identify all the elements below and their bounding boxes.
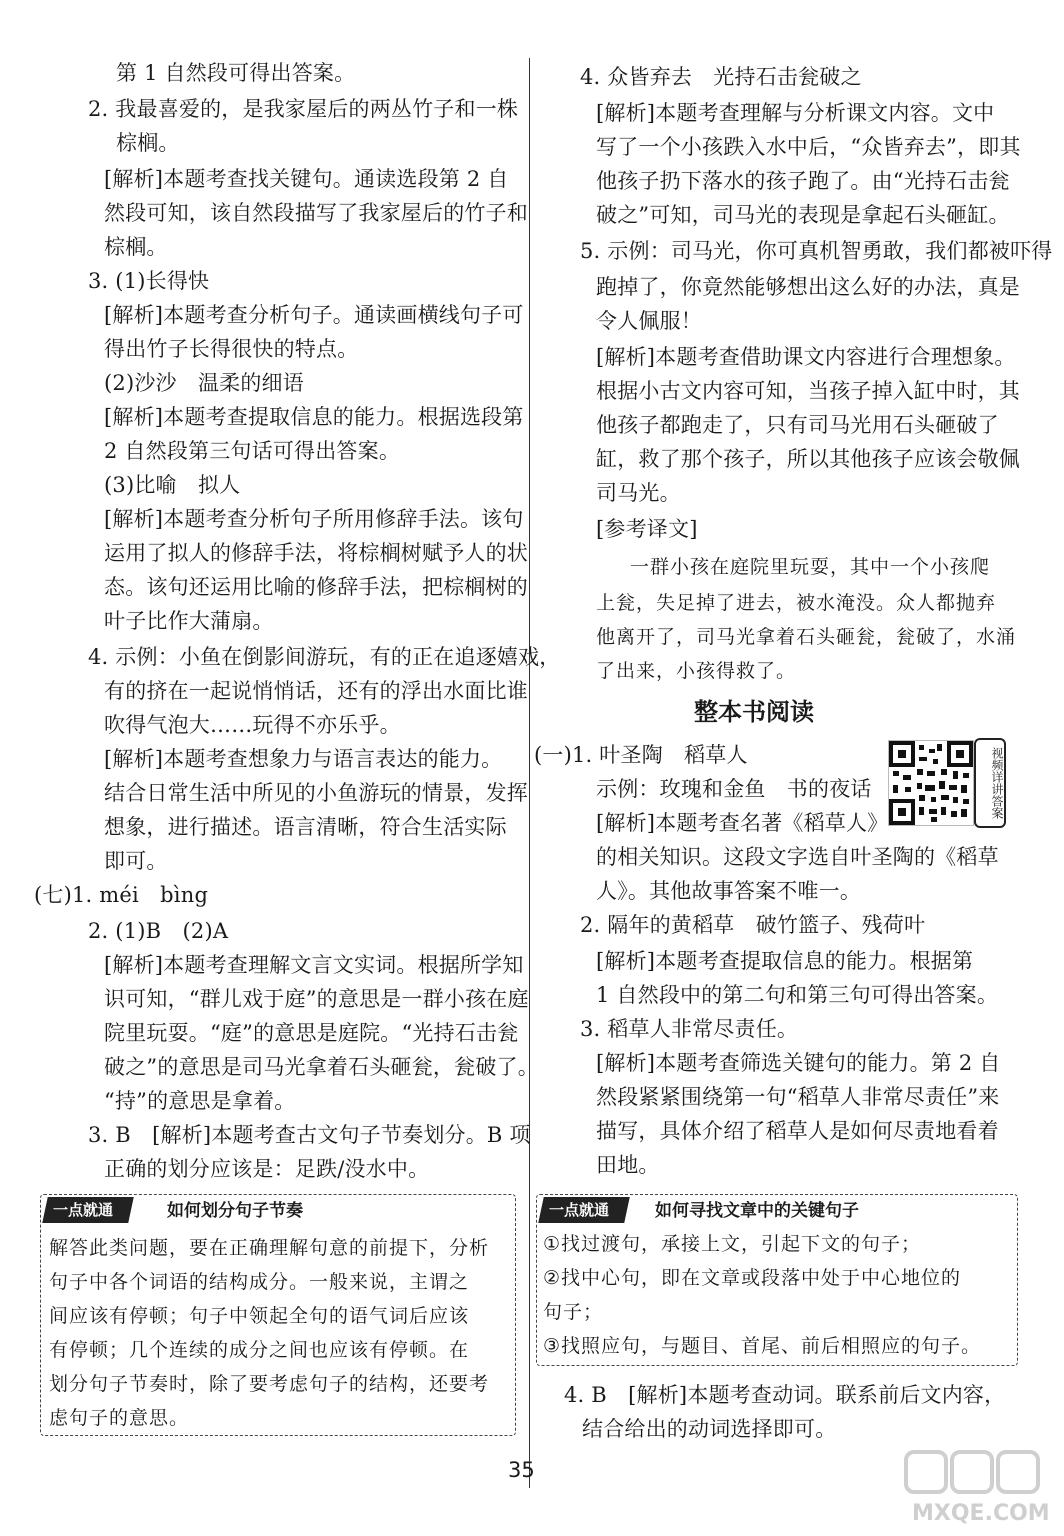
text-line: [参考译文] <box>596 517 698 541</box>
text-line: 即可。 <box>104 849 168 873</box>
text-line: [解析]本题考查分析句子所用修辞手法。该句 <box>104 507 524 531</box>
text-line: 缸，救了那个孩子，所以其他孩子应该会敬佩 <box>596 447 1020 471</box>
tip-line: 划分句子节奏时，除了要考虑句子的结构，还要考 <box>49 1373 490 1395</box>
text-line: 3. B [解析]本题考查古文句子节奏划分。B 项 <box>88 1123 531 1147</box>
text-line: [解析]本题考查理解与分析课文内容。文中 <box>596 101 995 125</box>
tip-title: 如何寻找文章中的关键句子 <box>655 1201 859 1221</box>
tip-line: 解答此类问题，要在正确理解句意的前提下，分析 <box>49 1237 490 1259</box>
text-line: 写了一个小孩跌入水中后，“众皆弃去”，即其 <box>596 135 1021 159</box>
text-line: [解析]本题考查分析句子。通读画横线句子可 <box>104 303 524 327</box>
qr-code-icon <box>888 740 974 826</box>
text-line: 然段紧紧围绕第一句“稻草人非常尽责任”来 <box>596 1085 1000 1109</box>
tip-line: 有停顿；几个连续的成分之间也应该有停顿。在 <box>49 1339 470 1361</box>
translation-line: 他离开了，司马光拿着石头砸瓮，瓮破了，水涌 <box>596 626 1017 648</box>
text-line: 2. 隔年的黄稻草 破竹篮子、残荷叶 <box>580 913 926 937</box>
text-line: 2 自然段第三句话可得出答案。 <box>104 439 401 463</box>
text-line: 破之”可知，司马光的表现是拿起石头砸缸。 <box>596 203 1010 227</box>
text-line: [解析]本题考查找关键句。通读选段第 2 自 <box>104 167 509 191</box>
translation-line: 一群小孩在庭院里玩耍，其中一个小孩爬 <box>630 556 991 578</box>
text-line: [解析]本题考查想象力与语言表达的能力。 <box>104 747 503 771</box>
column-divider <box>529 58 530 1488</box>
tip-box <box>536 1194 1018 1366</box>
text-line: 田地。 <box>596 1153 660 1177</box>
text-line: 结合日常生活中所见的小鱼游玩的情景，发挥 <box>104 781 528 805</box>
text-line: 想象，进行描述。语言清晰，符合生活实际 <box>104 815 507 839</box>
text-line: 3. (1)长得快 <box>88 269 210 293</box>
text-line: [解析]本题考查提取信息的能力。根据第 <box>596 949 974 973</box>
text-line: (七)1. méi bìng <box>34 883 209 907</box>
text-line: 1 自然段中的第二句和第三句可得出答案。 <box>596 983 999 1007</box>
svg-text:MXQE.COM: MXQE.COM <box>912 1501 1050 1526</box>
tip-line: 间应该有停顿；句子中领起全句的语气词后应该 <box>49 1305 470 1327</box>
text-line: 第 1 自然段可得出答案。 <box>116 61 356 85</box>
text-line: [解析]本题考查筛选关键句的能力。第 2 自 <box>596 1051 1001 1075</box>
tip-line: ③找照应句，与题目、首尾、前后相照应的句子。 <box>543 1335 982 1357</box>
text-line: 5. 示例：司马光，你可真机智勇敢，我们都被吓得 <box>580 239 1053 263</box>
text-line: 人》。其他故事答案不唯一。 <box>596 879 862 903</box>
tip-line: 句子中各个词语的结构成分。一般来说，主谓之 <box>49 1271 470 1293</box>
text-line: 根据小古文内容可知，当孩子掉入缸中时，其 <box>596 379 1020 403</box>
text-line: [解析]本题考查提取信息的能力。根据选段第 <box>104 405 524 429</box>
tip-badge: 一点就通 <box>42 1197 134 1223</box>
text-line: 棕榈。 <box>116 131 180 155</box>
text-line: 吹得气泡大……玩得不亦乐乎。 <box>104 713 401 737</box>
text-line: 示例：玫瑰和金鱼 书的夜话 <box>596 777 872 801</box>
text-line: 4. 众皆弃去 光持石击瓮破之 <box>580 65 862 89</box>
tip-line: 虑句子的意思。 <box>49 1407 190 1429</box>
text-line: (3)比喻 拟人 <box>104 473 241 497</box>
text-line: “持”的意思是拿着。 <box>104 1089 296 1113</box>
text-line: 的相关知识。这段文字选自叶圣陶的《稻草 <box>596 845 999 869</box>
text-line: 他孩子扔下落水的孩子跑了。由“光持石击瓮 <box>596 169 1010 193</box>
text-line: 跑掉了，你竟然能够想出这么好的办法，真是 <box>596 275 1020 299</box>
text-line: 3. 稻草人非常尽责任。 <box>580 1017 799 1041</box>
text-line: 态。该句还运用比喻的修辞手法，把棕榈树的 <box>104 575 528 599</box>
text-line: 描写，具体介绍了稻草人是如何尽责地看着 <box>596 1119 999 1143</box>
tip-title: 如何划分句子节奏 <box>167 1201 303 1221</box>
text-line: 正确的划分应该是：足跌/没水中。 <box>104 1157 430 1181</box>
text-line: [解析]本题考查借助课文内容进行合理想象。 <box>596 345 1016 369</box>
qr-label: 视频详讲答案 <box>974 738 1006 828</box>
text-line: 运用了拟人的修辞手法，将棕榈树赋予人的状 <box>104 541 528 565</box>
tip-box <box>40 1194 516 1436</box>
tip-line: 句子； <box>543 1301 604 1323</box>
text-line: 2. (1)B (2)A <box>88 919 229 943</box>
text-line: (一)1. 叶圣陶 稻草人 <box>534 743 748 767</box>
text-line: 4. B [解析]本题考查动词。联系前后文内容， <box>564 1383 1006 1407</box>
tip-badge: 一点就通 <box>538 1197 630 1223</box>
text-line: 然段可知，该自然段描写了我家屋后的竹子和 <box>104 201 528 225</box>
watermark-logo <box>900 1448 1050 1528</box>
text-line: (2)沙沙 温柔的细语 <box>104 371 304 395</box>
text-line: 他孩子都跑走了，只有司马光用石头砸破了 <box>596 413 999 437</box>
translation-line: 了出来，小孩得救了。 <box>596 660 797 682</box>
text-line: [解析]本题考查理解文言文实词。根据所学知 <box>104 953 524 977</box>
text-line: 得出竹子长得很快的特点。 <box>104 337 359 361</box>
text-line: 叶子比作大蒲扇。 <box>104 609 274 633</box>
text-line: 识可知，“群儿戏于庭”的意思是一群小孩在庭 <box>104 987 529 1011</box>
text-line: 2. 我最喜爱的，是我家屋后的两丛竹子和一株 <box>88 97 519 121</box>
tip-line: ②找中心句，即在文章或段落中处于中心地位的 <box>543 1267 962 1289</box>
translation-line: 上瓮，失足掉了进去，被水淹没。众人都抛弃 <box>596 592 997 614</box>
section-title: 整本书阅读 <box>694 698 814 726</box>
tip-line: ①找过渡句，承接上文，引起下文的句子； <box>543 1233 922 1255</box>
text-line: 有的挤在一起说悄悄话，还有的浮出水面比谁 <box>104 679 528 703</box>
text-line: 司马光。 <box>596 481 681 505</box>
text-line: 院里玩耍。“庭”的意思是庭院。“光持石击瓮 <box>104 1021 519 1045</box>
text-line: 令人佩服！ <box>596 309 702 333</box>
text-line: 结合给出的动词选择即可。 <box>582 1417 837 1441</box>
page-number: 35 <box>508 1458 535 1482</box>
text-line: 破之”的意思是司马光拿着石头砸瓮，瓮破了。 <box>104 1055 539 1079</box>
text-line: [解析]本题考查名著《稻草人》 <box>596 811 889 835</box>
text-line: 棕榈。 <box>104 235 168 259</box>
text-line: 4. 示例：小鱼在倒影间游玩，有的正在追逐嬉戏， <box>88 645 561 669</box>
